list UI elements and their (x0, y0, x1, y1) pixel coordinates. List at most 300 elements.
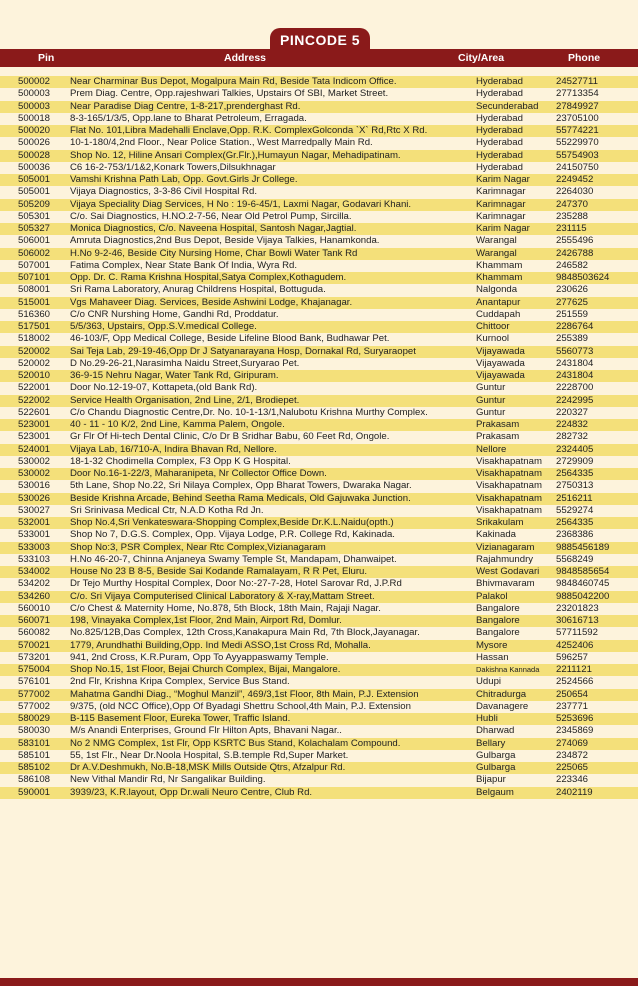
pin-cell: 500018 (18, 112, 51, 124)
phone-cell: 2249452 (556, 174, 594, 185)
address-cell: 3939/23, K.R.layout, Opp Dr.wali Neuro Centre, Club Rd. (70, 786, 313, 798)
pin-cell: 585101 (18, 749, 51, 761)
address-cell: D No.29-26-21,Narasimha Naidu Street,Suryarao Pet. (70, 357, 300, 369)
table-row (0, 248, 638, 260)
pin-cell: 524001 (18, 443, 51, 455)
phone-cell: 237771 (556, 700, 589, 712)
address-cell: Vijaya Speciality Diag Services, H No : 19-6-45/1, Laxmi Nagar, Godavari Khani. (70, 198, 412, 210)
phone-cell: 2564335 (556, 517, 594, 528)
header-city: City/Area (458, 52, 505, 64)
address-cell: 5/5/363, Upstairs, Opp.S.V.medical College. (70, 321, 257, 332)
phone-cell: 2242995 (556, 394, 594, 406)
table-row (0, 762, 638, 774)
city-cell: Visakhapatnam (476, 480, 542, 492)
table-row (0, 578, 638, 590)
city-cell: Bangalore (476, 602, 520, 614)
phone-cell: 231115 (556, 223, 587, 234)
phone-cell: 230626 (556, 284, 589, 296)
phone-cell: 5560773 (556, 345, 594, 357)
table-row (0, 260, 638, 272)
pin-cell: 534260 (18, 590, 51, 602)
pin-cell: 505001 (18, 174, 51, 185)
phone-cell: 27849927 (556, 100, 599, 112)
pin-cell: 505001 (18, 186, 51, 198)
header-address: Address (224, 52, 267, 64)
city-cell: Srikakulam (476, 517, 524, 528)
pin-cell: 530016 (18, 480, 51, 492)
pin-cell: 530002 (18, 468, 51, 479)
city-cell: Vijayawada (476, 370, 525, 381)
address-cell: C/o Chandu Diagnostic Centre,Dr. No. 10-1-13/1,Nalubotu Krishna Murthy Complex. (70, 406, 428, 418)
table-row (0, 640, 638, 652)
city-cell: Bellary (476, 737, 506, 749)
pin-cell: 507001 (18, 259, 51, 271)
city-cell: Palakol (476, 590, 508, 602)
phone-cell: 55774221 (556, 125, 599, 136)
city-cell: Hyderabad (476, 88, 523, 100)
city-cell: Dakishna Kannada (476, 665, 540, 674)
pin-cell: 500020 (18, 125, 51, 136)
city-cell: Kurnool (476, 333, 510, 345)
address-cell: Opp. Dr. C. Rama Krishna Hospital,Satya Complex,Kothagudem. (70, 272, 347, 283)
city-cell: Chitradurga (476, 688, 527, 700)
table-row (0, 125, 638, 137)
table-row (0, 787, 638, 799)
phone-cell: 55754903 (556, 149, 599, 161)
city-cell: Nellore (476, 443, 507, 455)
address-cell: 40 - 11 - 10 K/2, 2nd Line, Kamma Palem, Ongole. (70, 419, 285, 430)
table-row (0, 150, 638, 162)
pin-cell: 533103 (18, 553, 51, 565)
table-row (0, 297, 638, 309)
pin-cell: 505301 (18, 210, 51, 222)
pin-cell: 586108 (18, 774, 51, 786)
city-cell: Guntur (476, 382, 506, 394)
phone-cell: 2324405 (556, 443, 594, 455)
phone-cell: 2750313 (556, 480, 594, 492)
phone-cell: 234872 (556, 749, 589, 761)
phone-cell: 223346 (556, 774, 589, 786)
city-cell: Gulbarga (476, 749, 516, 761)
pin-cell: 585102 (18, 762, 51, 773)
city-cell: Davanagere (476, 700, 529, 712)
address-cell: Monica Diagnostics, C/o. Naveena Hospital, Santosh Nagar,Jagtial. (70, 223, 357, 234)
city-cell: Visakhapatnam (476, 504, 542, 516)
address-cell: House No 23 B 8-5, Beside Sai Kodande Ramalayam, R R Pet, Eluru. (70, 566, 368, 577)
phone-cell: 5568249 (556, 553, 594, 565)
phone-cell: 277625 (556, 296, 589, 308)
pin-cell: 500003 (18, 100, 51, 112)
phone-cell: 30616713 (556, 615, 599, 626)
city-cell: Dharwad (476, 725, 515, 737)
phone-cell: 282732 (556, 431, 589, 443)
header-phone: Phone (568, 52, 601, 64)
table-row (0, 309, 638, 321)
table-row (0, 529, 638, 541)
phone-cell: 9885042200 (556, 590, 610, 602)
pin-cell: 522002 (18, 394, 51, 406)
phone-cell: 2431804 (556, 357, 594, 369)
phone-cell: 247370 (556, 198, 589, 210)
pin-cell: 530027 (18, 504, 51, 516)
address-cell: Vijaya Diagnostics, 3-3-86 Civil Hospital Rd. (70, 186, 257, 198)
table-row (0, 370, 638, 382)
table-row (0, 431, 638, 443)
city-cell: Karim Nagar (476, 223, 530, 234)
table-row (0, 333, 638, 345)
city-cell: Bijapur (476, 774, 506, 786)
pin-cell: 522001 (18, 382, 51, 394)
city-cell: Vizianagaram (476, 541, 535, 553)
table-row (0, 738, 638, 750)
phone-cell: 2345869 (556, 725, 594, 737)
phone-cell: 23201823 (556, 602, 599, 614)
pin-cell: 500036 (18, 161, 51, 173)
phone-cell: 2286764 (556, 321, 594, 332)
table-row (0, 321, 638, 333)
address-cell: H.No 46-20-7, Chinna Anjaneya Swamy Temple St, Mandapam, Dhanwaipet. (70, 553, 397, 565)
phone-cell: 2564335 (556, 468, 594, 479)
address-cell: C/o. Sri Vijaya Computerised Clinical Laboratory & X-ray,Mattam Street. (70, 590, 375, 602)
city-cell: Bangalore (476, 615, 520, 626)
table-row (0, 162, 638, 174)
phone-cell: 2426788 (556, 247, 594, 259)
address-cell: Sri Rama Laboratory, Anurag Childrens Hospital, Bottuguda. (70, 284, 326, 296)
phone-cell: 274069 (556, 737, 589, 749)
address-cell: C6 16-2-753/1/1&2,Konark Towers,Dilsukhnagar (70, 161, 276, 173)
phone-cell: 27713354 (556, 88, 599, 100)
address-cell: Dr A.V.Deshmukh, No.B-18,MSK Mills Outside Qtrs, Afzalpur Rd. (70, 762, 346, 773)
table-row (0, 701, 638, 713)
table-row (0, 444, 638, 456)
pin-cell: 517501 (18, 321, 51, 332)
pin-cell: 518002 (18, 333, 51, 345)
address-cell: No.825/12B,Das Complex, 12th Cross,Kanakapura Main Rd, 7th Block,Jayanagar. (70, 627, 420, 639)
phone-cell: 220327 (556, 406, 589, 418)
phone-cell: 251559 (556, 308, 589, 320)
city-cell: Bhivmavaram (476, 578, 535, 590)
pin-cell: 500028 (18, 149, 51, 161)
pin-cell: 575004 (18, 664, 51, 675)
pin-cell: 530002 (18, 455, 51, 467)
city-cell: Hyderabad (476, 161, 523, 173)
address-cell: C/o. Sai Diagnostics, H.NO.2-7-56, Near Old Petrol Pump, Sircilla. (70, 210, 352, 222)
table-row (0, 284, 638, 296)
city-cell: Khammam (476, 259, 523, 271)
address-cell: 5th Lane, Shop No.22, Sri Nilaya Complex, Opp Bharat Towers, Dwaraka Nagar. (70, 480, 412, 492)
pin-cell: 590001 (18, 786, 51, 798)
pin-cell: 505327 (18, 223, 51, 234)
address-cell: B-115 Basement Floor, Eureka Tower, Traffic Island. (70, 713, 291, 724)
phone-cell: 246582 (556, 259, 589, 271)
city-cell: Gulbarga (476, 762, 516, 773)
address-cell: Flat No. 101,Libra Madehalli Enclave,Opp. R.K. ComplexGolconda `X` Rd,Rtc X Rd. (70, 125, 428, 136)
pin-cell: 560010 (18, 602, 51, 614)
address-cell: Door No.12-19-07, Kottapeta,(old Bank Rd). (70, 382, 258, 394)
bottom-bar (0, 978, 638, 986)
phone-cell: 9848503624 (556, 272, 610, 283)
phone-cell: 4252406 (556, 639, 594, 651)
pin-cell: 506002 (18, 247, 51, 259)
pin-cell: 533001 (18, 529, 51, 541)
table-row (0, 480, 638, 492)
city-cell: Karimnagar (476, 186, 526, 198)
table-row (0, 211, 638, 223)
pin-cell: 500002 (18, 76, 51, 87)
pin-cell: 508001 (18, 284, 51, 296)
phone-cell: 9848460745 (556, 578, 610, 590)
address-cell: 2nd Flr, Krishna Kripa Complex, Service Bus Stand. (70, 676, 290, 688)
city-cell: Cuddapah (476, 308, 521, 320)
table-row (0, 76, 638, 88)
address-cell: Shop No. 12, Hiline Ansari Complex(Gr.Flr.),Humayun Nagar, Mehadipatinam. (70, 149, 401, 161)
table-row (0, 272, 638, 284)
pin-cell: 583101 (18, 737, 51, 749)
pin-cell: 533003 (18, 541, 51, 553)
phone-cell: 2368386 (556, 529, 594, 541)
city-cell: Hassan (476, 651, 509, 663)
address-cell: 55, 1st Flr., Near Dr.Noola Hospital, S.B.temple Rd,Super Market. (70, 749, 349, 761)
table-row (0, 468, 638, 480)
address-cell: Vijaya Lab, 16/710-A, Indira Bhavan Rd, Nellore. (70, 443, 277, 455)
pin-cell: 580030 (18, 725, 51, 737)
phone-cell: 5253696 (556, 713, 594, 724)
table-row (0, 566, 638, 578)
city-cell: Rajahmundry (476, 553, 534, 565)
pin-cell: 530026 (18, 492, 51, 504)
address-cell: H.No 9-2-46, Beside City Nursing Home, Char Bowli Water Tank Rd (70, 247, 358, 259)
pin-cell: 577002 (18, 688, 51, 700)
table-row (0, 395, 638, 407)
phone-cell: 5529274 (556, 504, 594, 516)
table-row (0, 88, 638, 100)
pin-cell: 577002 (18, 700, 51, 712)
table-row (0, 725, 638, 737)
address-cell: Vamshi Krishna Path Lab, Opp. Govt.Girls Jr College. (70, 174, 298, 185)
phone-cell: 57711592 (556, 627, 598, 639)
phone-cell: 2402119 (556, 786, 593, 798)
address-cell: Sai Teja Lab, 29-19-46,Opp Dr J Satyanarayana Hosp, Dornakal Rd, Suryaraopet (70, 345, 416, 357)
table-row (0, 615, 638, 627)
pin-cell: 534202 (18, 578, 51, 590)
address-cell: Shop No:3, PSR Complex, Near Rtc Complex,Vizianagaram (70, 541, 326, 553)
address-cell: 9/375, (old NCC Office),Opp Of Byadagi Shettru School,4th Main, P.J. Extension (70, 700, 411, 712)
address-cell: 18-1-32 Chodimella Complex, F3 Opp K G Hospital. (70, 455, 291, 467)
table-row (0, 101, 638, 113)
pin-cell: 505209 (18, 198, 51, 210)
table-row (0, 676, 638, 688)
city-cell: Udupi (476, 676, 502, 688)
table-row (0, 223, 638, 235)
table-row (0, 407, 638, 419)
address-cell: No 2 NMG Complex, 1st Flr, Opp KSRTC Bus Stand, Kolachalam Compound. (70, 737, 401, 749)
city-cell: Warangal (476, 235, 517, 247)
address-cell: Mahatma Gandhi Diag., “Moghul Manzil”, 469/3,1st Floor, 8th Main, P.J. Extension (70, 688, 419, 700)
table-row (0, 689, 638, 701)
address-cell: Prem Diag. Centre, Opp.rajeshwari Talkies, Upstairs Of SBI, Market Street. (70, 88, 389, 100)
address-cell: Service Health Organisation, 2nd Line, 2/1, Brodiepet. (70, 394, 300, 406)
city-cell: Bangalore (476, 627, 520, 639)
table-row (0, 774, 638, 786)
address-cell: Near Charminar Bus Depot, Mogalpura Main Rd, Beside Tata Indicom Office. (70, 76, 397, 87)
page-title: PINCODE 5 (270, 28, 370, 50)
address-cell: Door No.16-1-22/3, Maharanipeta, Nr Collector Office Down. (70, 468, 327, 479)
city-cell: Vijayawada (476, 357, 525, 369)
city-cell: Chittoor (476, 321, 510, 332)
pin-cell: 500026 (18, 137, 51, 149)
city-cell: Hyderabad (476, 125, 523, 136)
pin-cell: 560082 (18, 627, 51, 639)
phone-cell: 235288 (556, 210, 589, 222)
address-cell: M/s Anandi Enterprises, Ground Flr Hilton Apts, Bhavani Nagar.. (70, 725, 342, 737)
city-cell: Hyderabad (476, 112, 523, 124)
table-row (0, 456, 638, 468)
table-row (0, 542, 638, 554)
table-row (0, 186, 638, 198)
city-cell: Prakasam (476, 431, 520, 443)
phone-cell: 225065 (556, 762, 589, 773)
table-row (0, 554, 638, 566)
table-row (0, 358, 638, 370)
pin-cell: 522601 (18, 406, 51, 418)
address-cell: New Vithal Mandir Rd, Nr Sangalikar Building. (70, 774, 266, 786)
pin-cell: 576101 (18, 676, 51, 688)
address-cell: Dr Tejo Murthy Hospital Complex, Door No:-27-7-28, Hotel Sarovar Rd, J.P.Rd (70, 578, 402, 590)
phone-cell: 9848585654 (556, 566, 610, 577)
pin-cell: 520002 (18, 345, 51, 357)
city-cell: Hyderabad (476, 76, 523, 87)
phone-cell: 2729909 (556, 455, 594, 467)
address-cell: 941, 2nd Cross, K.R.Puram, Opp To Ayyappaswamy Temple. (70, 651, 329, 663)
city-cell: Visakhapatnam (476, 492, 542, 504)
city-cell: Mysore (476, 639, 508, 651)
address-cell: Near Paradise Diag Centre, 1-8-217,prenderghast Rd. (70, 100, 301, 112)
table-row (0, 174, 638, 186)
table-row (0, 627, 638, 639)
pin-cell: 532001 (18, 517, 51, 528)
address-cell: Shop No 7, D.G.S. Complex, Opp. Vijaya Lodge, P.R. College Rd, Kakinada. (70, 529, 395, 541)
pin-cell: 573201 (18, 651, 51, 663)
table-header (0, 49, 638, 67)
address-cell: 10-1-180/4,2nd Floor., Near Police Station., West Marredpally Main Rd. (70, 137, 373, 149)
pin-cell: 515001 (18, 296, 51, 308)
table-row (0, 113, 638, 125)
phone-cell: 596257 (556, 651, 589, 663)
city-cell: Anantapur (476, 296, 521, 308)
pin-cell: 534002 (18, 566, 51, 577)
city-cell: Hyderabad (476, 137, 523, 149)
table-row (0, 505, 638, 517)
phone-cell: 2264030 (556, 186, 594, 198)
address-cell: Shop No.4,Sri Venkateswara-Shopping Complex,Beside Dr.K.L.Naidu(opth.) (70, 517, 394, 528)
table-row (0, 713, 638, 725)
pin-cell: 507101 (18, 272, 51, 283)
phone-cell: 24527711 (556, 76, 598, 87)
phone-cell: 2431804 (556, 370, 594, 381)
table-row (0, 603, 638, 615)
phone-cell: 24150750 (556, 161, 599, 173)
table-row (0, 382, 638, 394)
phone-cell: 2555496 (556, 235, 594, 247)
table-row (0, 750, 638, 762)
city-cell: Hubli (476, 713, 498, 724)
address-cell: C/o CNR Nurshing Home, Gandhi Rd, Proddatur. (70, 308, 279, 320)
address-cell: Vgs Mahaveer Diag. Services, Beside Ashwini Lodge, Khajanagar. (70, 296, 353, 308)
city-cell: Khammam (476, 272, 523, 283)
table-row (0, 652, 638, 664)
address-cell: Fatima Complex, Near State Bank Of India, Wyra Rd. (70, 259, 298, 271)
table-row (0, 199, 638, 211)
address-cell: Gr Flr Of Hi-tech Dental Clinic, C/o Dr B Sridhar Babu, 60 Feet Rd, Ongole. (70, 431, 390, 443)
pin-cell: 523001 (18, 419, 51, 430)
address-cell: 46-103/F, Opp Medical College, Beside Lifeline Blood Bank, Budhawar Pet. (70, 333, 390, 345)
pin-cell: 516360 (18, 308, 51, 320)
table-row (0, 517, 638, 529)
city-cell: Guntur (476, 406, 506, 418)
city-cell: West Godavari (476, 566, 540, 577)
table-row (0, 493, 638, 505)
city-cell: Karimnagar (476, 198, 526, 210)
table-row (0, 137, 638, 149)
address-cell: Beside Krishna Arcade, Behind Seetha Rama Medicals, Old Gajuwaka Junction. (70, 492, 411, 504)
pin-cell: 560071 (18, 615, 51, 626)
city-cell: Kakinada (476, 529, 517, 541)
address-cell: 1779, Arundhathi Building,Opp. Ind Medi ASSO,1st Cross Rd, Mohalla. (70, 639, 371, 651)
phone-cell: 250654 (556, 688, 589, 700)
pin-cell: 520002 (18, 357, 51, 369)
pin-cell: 523001 (18, 431, 51, 443)
address-cell: Shop No.15, 1st Floor, Bejai Church Complex, Bijai, Mangalore. (70, 664, 341, 675)
address-cell: Sri Srinivasa Medical Ctr, N.A.D Kotha Rd Jn. (70, 504, 264, 516)
phone-cell: 255389 (556, 333, 589, 345)
city-cell: Visakhapatnam (476, 455, 542, 467)
city-cell: Nalgonda (476, 284, 518, 296)
city-cell: Prakasam (476, 419, 520, 430)
table-row (0, 591, 638, 603)
phone-cell: 55229970 (556, 137, 599, 149)
phone-cell: 2516211 (556, 492, 593, 504)
address-cell: 198, Vinayaka Complex,1st Floor, 2nd Main, Airport Rd, Domlur. (70, 615, 342, 626)
pin-cell: 580029 (18, 713, 51, 724)
table-row (0, 664, 638, 676)
phone-cell: 2211121 (556, 664, 592, 675)
pin-cell: 520010 (18, 370, 51, 381)
city-cell: Visakhapatnam (476, 468, 542, 479)
table-row (0, 346, 638, 358)
phone-cell: 9885456189 (556, 541, 610, 553)
city-cell: Guntur (476, 394, 506, 406)
pin-cell: 500003 (18, 88, 51, 100)
city-cell: Vijayawada (476, 345, 525, 357)
pin-cell: 570021 (18, 639, 51, 651)
table-row (0, 419, 638, 431)
address-cell: Amruta Diagnostics,2nd Bus Depot, Beside Vijaya Talkies, Hanamkonda. (70, 235, 380, 247)
phone-cell: 2524566 (556, 676, 594, 688)
pin-cell: 506001 (18, 235, 51, 247)
city-cell: Karim Nagar (476, 174, 530, 185)
table-row (0, 235, 638, 247)
address-cell: C/o Chest & Maternity Home, No.878, 5th Block, 18th Main, Rajaji Nagar. (70, 602, 381, 614)
phone-cell: 2228700 (556, 382, 594, 394)
phone-cell: 224832 (556, 419, 589, 430)
city-cell: Hyderabad (476, 149, 523, 161)
phone-cell: 23705100 (556, 112, 599, 124)
pincode-table (0, 76, 638, 799)
city-cell: Belgaum (476, 786, 514, 798)
header-pin: Pin (38, 52, 55, 64)
address-cell: 8-3-165/1/3/5, Opp.lane to Bharat Petroleum, Erragada. (70, 112, 307, 124)
city-cell: Karimnagar (476, 210, 526, 222)
